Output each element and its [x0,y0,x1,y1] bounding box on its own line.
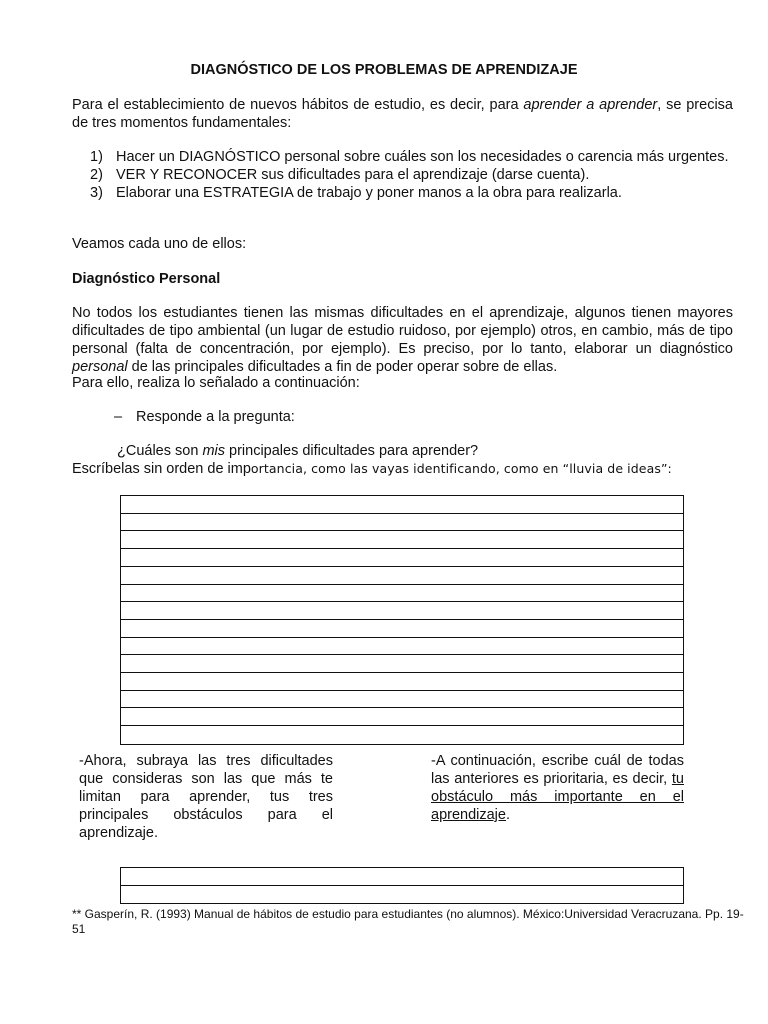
right-instruction-end: . [505,807,511,823]
question-italic: mis [202,443,225,459]
writing-line[interactable] [121,726,683,744]
list-text: VER Y RECONOCER sus dificultades para el aprendizaje (darse cuenta). [116,167,590,183]
list-item [72,148,733,166]
list-number: 1) [90,149,103,165]
writing-line[interactable] [121,708,683,726]
question-start: ¿Cuáles son [117,443,203,459]
writing-line[interactable] [121,620,683,638]
writing-line[interactable] [121,602,683,620]
list-item [72,166,733,184]
writing-line[interactable] [121,638,683,656]
writing-line[interactable] [121,868,683,886]
writing-line[interactable] [121,567,683,585]
brainstorm-lines-box[interactable] [120,495,684,745]
question-text [117,442,717,460]
escribelas-part2: ortancia, como las vayas identificando, como en “lluvia de ideas”: [250,461,672,476]
right-instruction [431,752,684,824]
writing-line[interactable] [121,673,683,691]
intro-italic-text: aprender a aprender [523,97,658,113]
list-text: Elaborar una ESTRATEGIA de trabajo y poner manos a la obra para realizarla. [116,185,622,201]
dash-item [114,408,295,426]
writing-line[interactable] [121,531,683,549]
responde-text: Responde a la pregunta: [136,409,295,425]
escribelas-text [72,460,733,478]
footnote: ** Gasperín, R. (1993) Manual de hábitos de estudio para estudiantes (no alumnos). México:Universidad Veracruzana. Pp. 19-51 [72,907,744,936]
section-paragraph [72,304,733,376]
veamos-text: Veamos cada uno de ellos: [72,236,247,252]
writing-line[interactable] [121,691,683,709]
writing-line[interactable] [121,549,683,567]
section-text-end: de las principales dificultades a fin de poder operar sobre de ellas. [127,359,558,375]
right-instruction-text: -A continuación, escribe cuál de todas las anteriores es prioritaria, es decir, [431,753,684,787]
question-end: principales dificultades para aprender? [225,443,479,459]
para-ello-text: Para ello, realiza lo señalado a continuación: [72,375,360,391]
writing-line[interactable] [121,496,683,514]
section-text: No todos los estudiantes tienen las mismas dificultades en el aprendizaje, algunos tienen mayores dificultades de tipo ambiental (un lugar de estudio ruidoso, por ejemplo) otros, en cambio, más de tipo personal (falta de concentración, por ejemplo). Es preciso, por lo tanto, elaborar un diagnóstico [72,305,733,357]
right-instruction-underlined: tu obstáculo más importante en el aprendizaje [431,771,684,823]
intro-paragraph [72,96,733,132]
list-text: Hacer un DIAGNÓSTICO personal sobre cuáles son los necesidades o carencia más urgentes. [116,149,729,165]
main-obstacle-lines-box[interactable] [120,867,684,904]
writing-line[interactable] [121,886,683,904]
list-item [72,184,733,202]
section-italic-text: personal [72,359,128,375]
writing-line[interactable] [121,585,683,603]
writing-line[interactable] [121,514,683,532]
steps-list [72,148,733,202]
dash-bullet: – [114,409,123,425]
intro-text-end: , se precisa de tres momentos fundamentales: [72,97,733,131]
writing-line[interactable] [121,655,683,673]
left-instruction: -Ahora, subraya las tres dificultades que consideras son las que más te limitan para aprender, tus tres principales obstáculos para el aprendizaje. [79,753,333,841]
list-number: 3) [90,185,103,201]
list-number: 2) [90,167,103,183]
section-heading: Diagnóstico Personal [72,271,221,287]
intro-text: Para el establecimiento de nuevos hábitos de estudio, es decir, para [72,97,524,113]
page-title: DIAGNÓSTICO DE LOS PROBLEMAS DE APRENDIZAJE [190,62,578,78]
escribelas-part1: Escríbelas sin orden de imp [72,461,251,477]
